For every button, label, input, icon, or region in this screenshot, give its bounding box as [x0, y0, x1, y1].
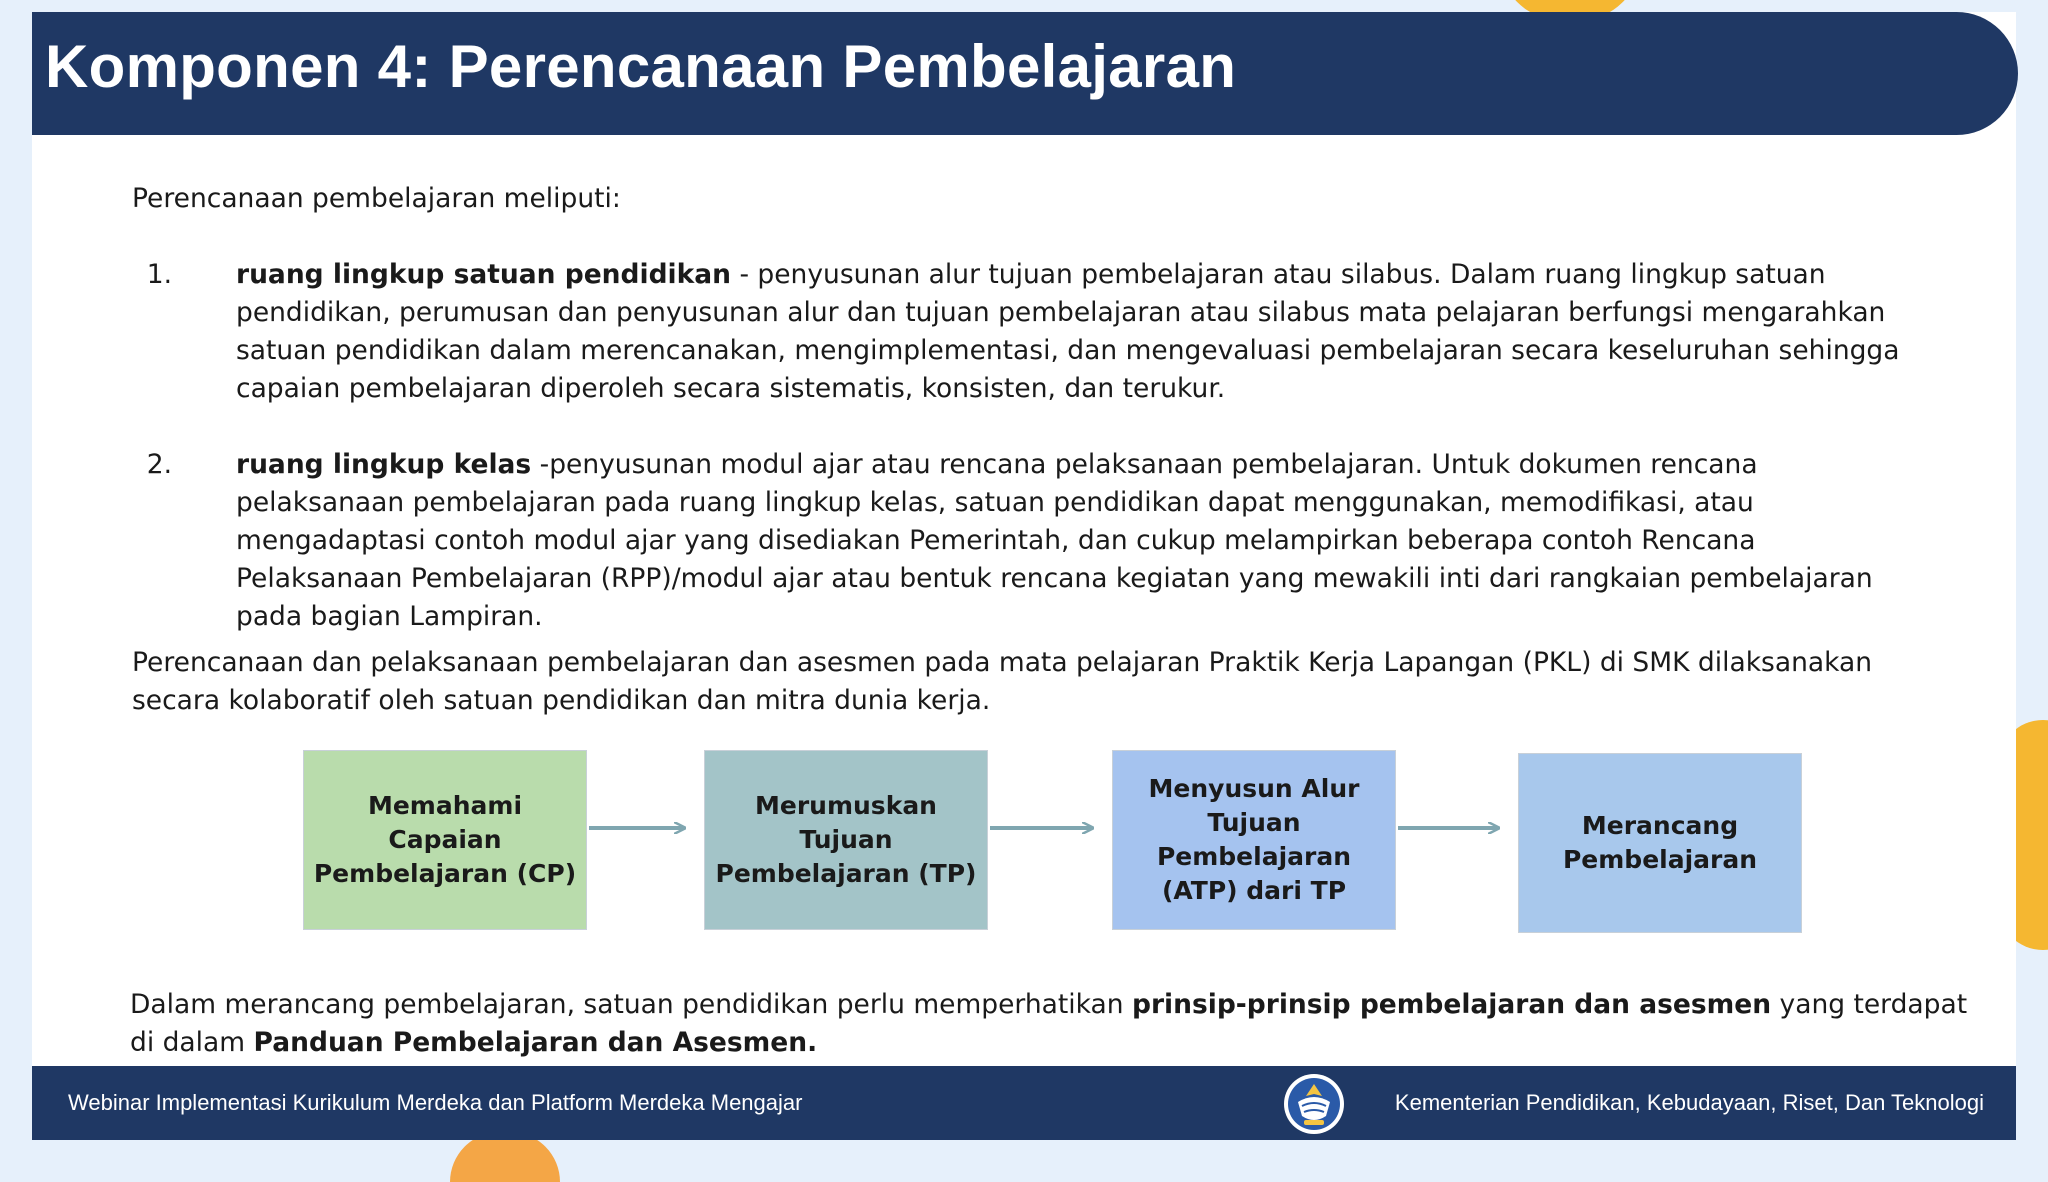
closing-bold: Panduan Pembelajaran dan Asesmen.: [253, 1027, 818, 1058]
list-number: 2.: [146, 449, 172, 480]
closing-bold: prinsip-prinsip pembelajaran dan asesmen: [1131, 989, 1772, 1020]
closing-text: yang terdapat di dalam: [130, 989, 1968, 1058]
flow-step-label: Menyusun Alur Tujuan Pembelajaran (ATP) dari TP: [1148, 774, 1360, 905]
flow-step-design: [1518, 753, 1802, 933]
footer-event-name: Webinar Implementasi Kurikulum Merdeka dan Platform Merdeka Mengajar: [68, 1090, 803, 1115]
intro-text: Perencanaan pembelajaran meliputi:: [132, 183, 621, 214]
footer-ministry-name: Kementerian Pendidikan, Kebudayaan, Riset, Dan Teknologi: [1394, 1090, 1984, 1115]
list-item-text: - penyusunan alur tujuan pembelajaran atau silabus. Dalam ruang lingkup satuan pendidikan, perumusan dan penyusunan alur dan tujuan pembelajaran atau silabus mata pelajaran berfungsi mengarahkan satuan pendidikan dalam merencanakan, mengimplementasi, dan mengevaluasi pembelajaran secara keseluruhan sehingga capaian pembelajaran diperoleh secara sistematis, konsisten, dan terukur.: [236, 259, 1900, 404]
flow-step-label: Memahami Capaian Pembelajaran (CP): [313, 791, 577, 888]
flow-step-atp: [1112, 750, 1396, 930]
flow-step-cp: [303, 750, 587, 930]
closing-paragraph: [130, 986, 1990, 1062]
planning-list: [132, 256, 1922, 674]
pkl-paragraph: Perencanaan dan pelaksanaan pembelajaran dan asesmen pada mata pelajaran Praktik Kerja Lapangan (PKL) di SMK dilaksanakan secara kolaboratif oleh satuan pendidikan dan mitra dunia kerja.: [132, 647, 1873, 716]
list-item-text: -penyusunan modul ajar atau rencana pelaksanaan pembelajaran. Untuk dokumen rencana pelaksanaan pembelajaran pada ruang lingkup kelas, satuan pendidikan dapat menggunakan, memodifikasi, atau mengadaptasi contoh modul ajar yang disediakan Pemerintah, dan cukup melampirkan beberapa contoh Rencana Pelaksanaan Pembelajaran (RPP)/modul ajar atau bentuk rencana kegiatan yang mewakili inti dari rangkaian pembelajaran pada bagian Lampiran.: [236, 449, 1873, 632]
closing-text: Dalam merancang pembelajaran, satuan pendidikan perlu memperhatikan: [130, 989, 1132, 1020]
list-item-heading: ruang lingkup satuan pendidikan: [236, 259, 732, 290]
slide-title: Komponen 4: Perencanaan Pembelajaran: [45, 33, 1237, 100]
list-item-heading: ruang lingkup kelas: [236, 449, 532, 480]
flow-step-label: Merancang Pembelajaran: [1562, 811, 1758, 874]
slide-footer: [32, 1066, 2016, 1140]
slide-header: [32, 12, 2018, 135]
list-item: [132, 256, 1922, 408]
flow-step-tp: [704, 750, 988, 930]
slide: [32, 12, 2016, 1140]
list-item: [132, 446, 1922, 636]
list-number: 1.: [146, 259, 172, 290]
flow-step-label: Merumuskan Tujuan Pembelajaran (TP): [715, 791, 977, 888]
ministry-logo-icon: [1282, 1072, 1346, 1136]
